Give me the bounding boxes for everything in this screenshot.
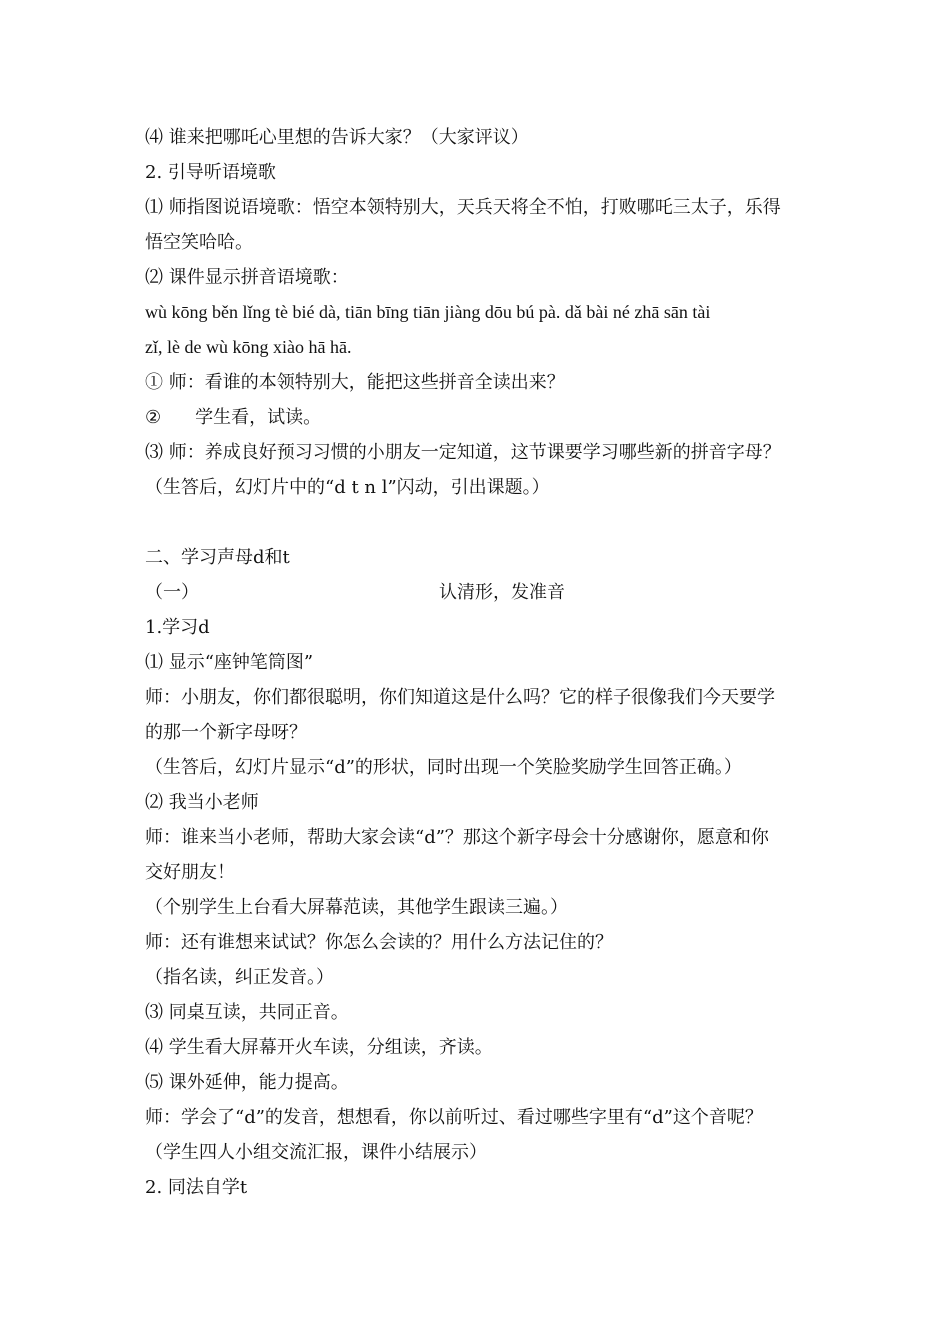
paragraph-line: ⑵ 课件显示拼音语境歌： <box>145 267 349 288</box>
pinyin-line: wù kōng běn lǐng tè bié dà, tiān bīng tiān jiàng dōu bú pà. dǎ bài né zhā sān tài <box>145 302 711 322</box>
paragraph-line: 2. 同法自学t <box>145 1177 248 1198</box>
paragraph-line: 师：谁来当小老师，帮助大家会读“d”？那这个新字母会十分感谢你，愿意和你 <box>145 827 769 848</box>
paragraph-line-circled-2 <box>145 400 825 435</box>
subsection-number: （一） <box>145 582 199 603</box>
paragraph-line: 悟空笑哈哈。 <box>145 232 253 253</box>
paragraph-line: ⑶ 同桌互读，共同正音。 <box>145 1002 349 1023</box>
paragraph-line: ⑴ 师指图说语境歌：悟空本领特别大，天兵天将全不怕，打败哪吒三太子，乐得 <box>145 197 781 218</box>
paragraph-line: （个别学生上台看大屏幕范读，其他学生跟读三遍。） <box>145 897 568 918</box>
paragraph-line: 1.学习d <box>145 617 210 638</box>
paragraph-line: （生答后，幻灯片中的“d t n l”闪动，引出课题。） <box>145 477 550 498</box>
paragraph-line: 的那一个新字母呀？ <box>145 722 307 743</box>
subsection-heading <box>145 575 825 610</box>
paragraph-line: 交好朋友！ <box>145 862 235 883</box>
paragraph-line: 师：学会了“d”的发音，想想看，你以前听过、看过哪些字里有“d”这个音呢？ <box>145 1107 763 1128</box>
document-body <box>145 120 825 1205</box>
paragraph-line: 2. 引导听语境歌 <box>145 162 276 183</box>
paragraph-line: ⑶ 师：养成良好预习习惯的小朋友一定知道，这节课要学习哪些新的拼音字母？ <box>145 442 781 463</box>
paragraph-line: （学生四人小组交流汇报，课件小结展示） <box>145 1142 487 1163</box>
subsection-title: 认清形，发准音 <box>439 582 565 603</box>
paragraph-line: （生答后，幻灯片显示“d”的形状，同时出现一个笑脸奖励学生回答正确。） <box>145 757 742 778</box>
section-heading: 二、学习声母d和t <box>145 547 290 568</box>
list-text: 学生看，试读。 <box>195 407 322 428</box>
paragraph-line: ⑷ 学生看大屏幕开火车读，分组读，齐读。 <box>145 1037 493 1058</box>
paragraph-line: ⑸ 课外延伸，能力提高。 <box>145 1072 349 1093</box>
paragraph-line: ⑷ 谁来把哪吒心里想的告诉大家？（大家评议） <box>145 127 529 148</box>
paragraph-line: （指名读，纠正发音。） <box>145 967 334 988</box>
list-marker: ② <box>145 407 162 428</box>
paragraph-line: ⑵ 我当小老师 <box>145 792 259 813</box>
blank-line <box>145 505 825 540</box>
pinyin-line: zǐ, lè de wù kōng xiào hā hā. <box>145 337 352 357</box>
paragraph-line: 师：小朋友，你们都很聪明，你们知道这是什么吗？它的样子很像我们今天要学 <box>145 687 775 708</box>
paragraph-line: ⑴ 显示“座钟笔筒图” <box>145 652 314 673</box>
paragraph-line: 师：还有谁想来试试？你怎么会读的？用什么方法记住的？ <box>145 932 613 953</box>
paragraph-line: ① 师：看谁的本领特别大，能把这些拼音全读出来？ <box>145 372 565 393</box>
